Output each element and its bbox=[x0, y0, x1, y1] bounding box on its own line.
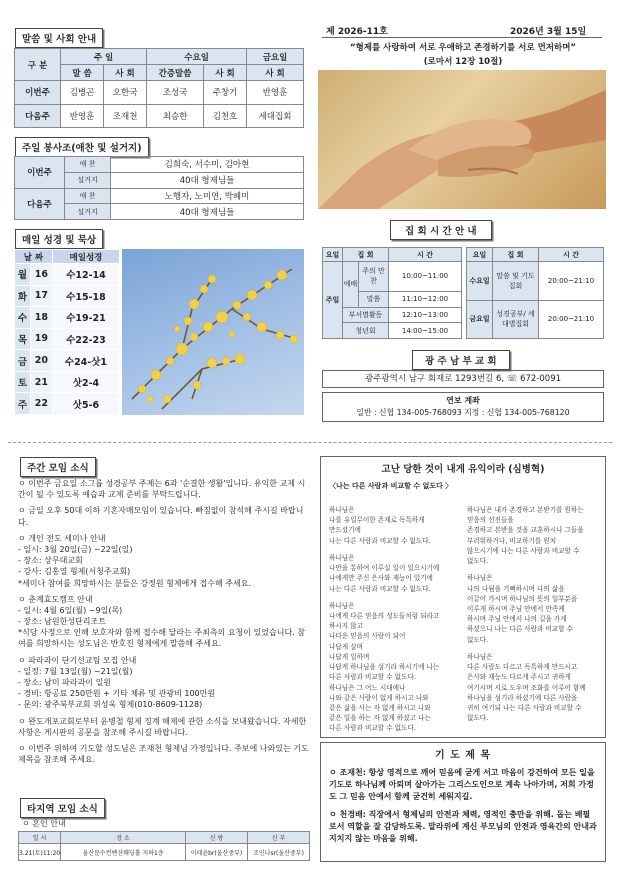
meeting-header: 요일 bbox=[323, 248, 343, 262]
bible-day: 목 bbox=[15, 328, 31, 350]
header-sub: 말 씀 bbox=[61, 65, 104, 81]
news-item: ㅇ 완도개포교회로부터 윤병철 형제 징계 해제에 관한 소식을 보내왔습니다. 자세한 사항은 게시판의 공문을 참조해 주시길 바랍니다. bbox=[18, 716, 307, 737]
meeting-time: 11:10~12:00 bbox=[389, 291, 462, 307]
meeting-name: 말씀 및 기도집회 bbox=[493, 262, 539, 301]
bible-date: 19 bbox=[30, 328, 52, 350]
header-wednesday: 수요일 bbox=[147, 49, 247, 65]
role-value: 40대 형제님들 bbox=[111, 172, 304, 188]
news-section-title: 주간 모임 소식 bbox=[20, 457, 96, 477]
bible-header-verse: 매일성경 bbox=[52, 250, 119, 264]
meditation-stanza: 하나님은 내가 존경하고 본받기를 원하는 믿음의 선진들을 존경하고 본받을 것을 교훈하시나 그들을 부러워하거나, 비교하기를 원치 않으시기에 나는 다른 사람과 비교할 수 없도다. bbox=[467, 506, 584, 566]
meeting-day: 금요일 bbox=[467, 300, 493, 339]
bible-date: 20 bbox=[30, 350, 52, 372]
meeting-header: 시 간 bbox=[539, 248, 604, 262]
news-item: ㅇ 개인 전도 세미나 안내 - 일시: 3월 20일(금) ~22일(일) - 장소: 상무대교회 - 강사: 김홍열 형제(서청주교회) *세미나 참여를 희망하시는 분들은 강정원 형제에게 접수해 주세요. bbox=[18, 533, 251, 588]
cell: 김병곤 bbox=[61, 81, 104, 105]
cell: 세대집회 bbox=[247, 104, 304, 128]
bible-verse: 수12-14 bbox=[52, 264, 119, 286]
hands-photo bbox=[318, 70, 606, 209]
bible-date: 17 bbox=[30, 285, 52, 307]
meeting-day: 주일 bbox=[323, 262, 343, 339]
church-name: 광 주 남 부 교 회 bbox=[412, 350, 510, 370]
meeting-header: 집 회 bbox=[493, 248, 539, 262]
header-sub: 사 회 bbox=[104, 65, 147, 81]
bible-date: 22 bbox=[30, 393, 52, 415]
news-item: ㅇ 이번주 위하여 기도할 성도님은 조재천 형제님 가정입니다. 주보에 나와있는 기도제목을 참조해 주세요. bbox=[18, 743, 309, 765]
cell: 조재천 bbox=[104, 104, 147, 128]
church-address: 광주광역시 남구 회재로 1293번길 6, ☏ 672-0091 bbox=[322, 370, 604, 388]
meeting-time: 12:10~13:00 bbox=[389, 307, 462, 323]
volunteer-table bbox=[14, 156, 304, 220]
bible-verse: 수22-23 bbox=[52, 328, 119, 350]
wedding-cell: 이태윤br(울산중부) bbox=[186, 844, 248, 861]
verse-text: “형제를 사랑하여 서로 우애하고 존경하기를 서로 먼저하며” bbox=[350, 43, 576, 53]
bible-day: 금 bbox=[15, 350, 31, 372]
header-sunday: 주 일 bbox=[61, 49, 147, 65]
cell: 반영훈 bbox=[61, 104, 104, 128]
verse-ref: (로마서 12장 10절) bbox=[423, 57, 503, 67]
meeting-name: 성경공부/ 세대별집회 bbox=[493, 300, 539, 339]
cell: 김천호 bbox=[204, 104, 247, 128]
wedding-header: 일 시 bbox=[19, 832, 61, 844]
meditation-left bbox=[329, 505, 463, 734]
wedding-header: 신 부 bbox=[248, 832, 310, 844]
meditation-title: 고난 당한 것이 내게 유익이라 (심병혁) bbox=[381, 464, 545, 475]
row-label: 이번주 bbox=[15, 81, 61, 105]
news-list bbox=[18, 478, 310, 765]
row-label: 다음주 bbox=[15, 104, 61, 128]
meditation-stanza: 하나님은 나의 나됨을 기뻐하시며 나의 삶을 이끌어 가시며 하나님의 뜻의 일부분을 이루게 하시며 주님 안에서 만족케 하시며 주님 안에서 나의 길을 가게 하셨으니 나는 다른 사람과 비교할 수 없도다. bbox=[467, 574, 578, 644]
meeting-header: 요일 bbox=[467, 248, 493, 262]
bible-verse: 삿5-6 bbox=[52, 393, 119, 415]
cell: 반영훈 bbox=[247, 81, 304, 105]
role-value: 노행자, 노미연, 박혜미 bbox=[111, 188, 304, 204]
meeting-header: 시 간 bbox=[389, 248, 462, 262]
meditation-stanza: 하나님은 나를 유일무이한 존재로 독특하게 만드셨기에 나는 다른 사람과 비교할 수 없도다. bbox=[329, 506, 431, 545]
meeting-name: 청년회 bbox=[343, 323, 389, 339]
role-label: 애 찬 bbox=[65, 157, 111, 173]
meeting-time: 20:00~21:10 bbox=[539, 300, 604, 339]
bible-day: 토 bbox=[15, 371, 31, 393]
other-section-title: 타지역 모임 소식 bbox=[20, 798, 105, 818]
header-sub: 사 회 bbox=[247, 65, 304, 81]
bible-header-date: 날 짜 bbox=[15, 250, 53, 264]
bible-verse: 삿2-4 bbox=[52, 371, 119, 393]
meditation-right bbox=[467, 505, 603, 723]
sermon-table bbox=[14, 48, 304, 128]
meeting-worship: 예배 bbox=[343, 262, 359, 308]
week-label: 다음주 bbox=[15, 188, 65, 220]
bible-verse: 수19-21 bbox=[52, 307, 119, 329]
prayer-item: ㅇ 조재천: 항상 영적으로 깨어 믿음에 굳게 서고 마음이 강건하여 모든 일을 기도로 하나님께 아뢰며 살아가는 그리스도인으로 계속 나아가며, 저희 가정도 그 믿음 안에서 함께 굳건히 세워지길. bbox=[329, 768, 595, 801]
account-title: 연보 계좌 bbox=[446, 396, 480, 405]
prayer-item: ㅇ 천경배: 직장에서 형제님의 안전과 체력, 영적인 충만을 위해. 돕는 배필로서 역할을 잘 감당하도록. 말라위에 계신 부모님의 안전과 영육간의 안내과 지치지 않는 마음을 위해. bbox=[329, 810, 597, 843]
wedding-header: 신 랑 bbox=[186, 832, 248, 844]
meditation-stanza: 하나님은 나에게 다른 믿음의 성도들처럼 되라고 하시지 않고 나다운 믿음의 사람이 되어 나답게 살며 나답게 일하며 나답게 하나님을 섬기라 하시기에 나는 다른 사람과 비교할 수 없도다. 하나님은 그 어느 시대에나 나와 같은 사람이 없게 하시고 나와 같은 삶을 사는 자 없게 하시고 나와 같은 일을 하는 자 없게 하셨고 나는 다른 사람과 비교할 수 없도다. bbox=[329, 601, 440, 733]
bible-table bbox=[14, 249, 120, 415]
prayer-box bbox=[320, 742, 606, 862]
cell: 주창기 bbox=[204, 81, 247, 105]
bible-day: 주 bbox=[15, 393, 31, 415]
bible-date: 18 bbox=[30, 307, 52, 329]
bible-section-title: 매일 성경 및 묵상 bbox=[15, 229, 103, 249]
wedding-cell: 울산문수컨벤션웨딩홀 지하1층 bbox=[61, 844, 186, 861]
cell: 오한국 bbox=[104, 81, 147, 105]
cell: 조성국 bbox=[147, 81, 204, 105]
volunteer-section-title: 주일 봉사조(애찬 및 설거지) bbox=[15, 137, 149, 157]
account-box bbox=[322, 392, 604, 422]
prayer-title: 기 도 제 목 bbox=[434, 750, 492, 761]
page-divider bbox=[8, 442, 612, 443]
header-friday: 금요일 bbox=[247, 49, 304, 65]
bible-day: 수 bbox=[15, 307, 31, 329]
wedding-label: ㅇ 혼인 안내 bbox=[22, 819, 66, 828]
role-label: 애 찬 bbox=[65, 188, 111, 204]
bible-date: 21 bbox=[30, 371, 52, 393]
role-label: 설거지 bbox=[65, 172, 111, 188]
sunday-meeting-table bbox=[322, 247, 462, 339]
bible-date: 16 bbox=[30, 264, 52, 286]
issue-number: 제 2026-11호 bbox=[326, 27, 388, 37]
role-value: 40대 형제님들 bbox=[111, 204, 304, 220]
news-item: ㅇ 금일 오후 50대 이하 기혼자매모임이 있습니다. 빠짐없이 참석해 주시길 바랍니다. bbox=[18, 506, 304, 527]
wedding-cell: 조인나sr(울산중부) bbox=[248, 844, 310, 861]
bible-verse: 수24-삿1 bbox=[52, 350, 119, 372]
news-item: ㅇ 이번주 금요일 소그룹 성경공부 주제는 6과 '순결한 생활'입니다. 유익한 교제 시간이 될 수 있도록 예습과 교제 준비를 부탁드립니다. bbox=[18, 479, 306, 500]
meditation-stanza: 하나님은 다른 사람도 다르고 독특하게 만드시고 은사와 재능도 다르게 주시고 귀하게 여기시며 서로 도우며 조화를 이루어 함께 하나님을 섬기라 하셨기에 다른 사람을 귀히 여기되 나는 다른 사람과 비교할 수 없도다. bbox=[467, 652, 586, 723]
meeting-header: 집 회 bbox=[343, 248, 389, 262]
cell: 최승한 bbox=[147, 104, 204, 128]
bible-day: 화 bbox=[15, 285, 31, 307]
wedding-table bbox=[18, 831, 310, 861]
flowers-photo bbox=[122, 249, 304, 415]
meeting-day: 수요일 bbox=[467, 262, 493, 301]
weekday-meeting-table bbox=[466, 247, 604, 339]
header-sub: 사 회 bbox=[204, 65, 247, 81]
meeting-name: 주의 만찬 bbox=[359, 262, 389, 292]
header-sub: 간증말씀 bbox=[147, 65, 204, 81]
week-label: 이번주 bbox=[15, 157, 65, 189]
sermon-section-title: 말씀 및 사회 안내 bbox=[15, 28, 103, 48]
meeting-section-title: 집 회 시 간 안 내 bbox=[390, 220, 492, 240]
issue-date: 2026년 3월 15일 bbox=[510, 27, 587, 37]
bible-verse: 수15-18 bbox=[52, 285, 119, 307]
meditation-box bbox=[320, 456, 606, 738]
meeting-time: 10:00~11:00 bbox=[389, 262, 462, 292]
wedding-cell: 3.21(토)11:20 bbox=[19, 844, 61, 861]
header-label: 구 분 bbox=[15, 49, 61, 81]
wedding-header: 장 소 bbox=[61, 832, 186, 844]
role-value: 김희숙, 서수미, 김아현 bbox=[111, 157, 304, 173]
news-item: ㅇ 춘계효도캠프 안내 - 일시: 4월 6일(월) ~9일(목) - 장소: 남원한성단리조트 *식당 사정으로 인해 보호자와 함께 접수해 달라는 주최측의 요청이 있었습니다. 참여를 희망하시는 성도님은 반호진 형제에게 말씀해 주세요. bbox=[18, 594, 305, 649]
meditation-stanza: 하나님은 나만을 통하여 이루실 일이 있으시기에 나에게만 주신 은사와 재능이 있기에 나는 다른 사람과 비교할 수 없도다. bbox=[329, 553, 440, 593]
meditation-subtitle: 〈나는 다른 사람과 비교할 수 없도다 〉 bbox=[329, 482, 453, 490]
header-divider bbox=[322, 37, 602, 38]
meeting-time: 20:00~21:10 bbox=[539, 262, 604, 301]
bible-day: 월 bbox=[15, 264, 31, 286]
meeting-name: 부서별활동 bbox=[343, 307, 389, 323]
news-item: ㅇ 파라과이 단기선교팀 모집 안내 - 일정: 7월 13일(월) ~21일(월) - 장소: 남미 파라과이 일원 - 경비: 항공료 250만원 + 기타 체류 및 관광비 100만원 - 문의: 광주북부교회 위성욱 형제(010-8609-1128) bbox=[18, 655, 216, 710]
meeting-time: 14:00~15:00 bbox=[389, 323, 462, 339]
meeting-name: 말씀 bbox=[359, 291, 389, 307]
account-text: 일반 : 신협 134-005-768093 지정 : 신협 134-005-768120 bbox=[356, 408, 570, 417]
role-label: 설거지 bbox=[65, 204, 111, 220]
